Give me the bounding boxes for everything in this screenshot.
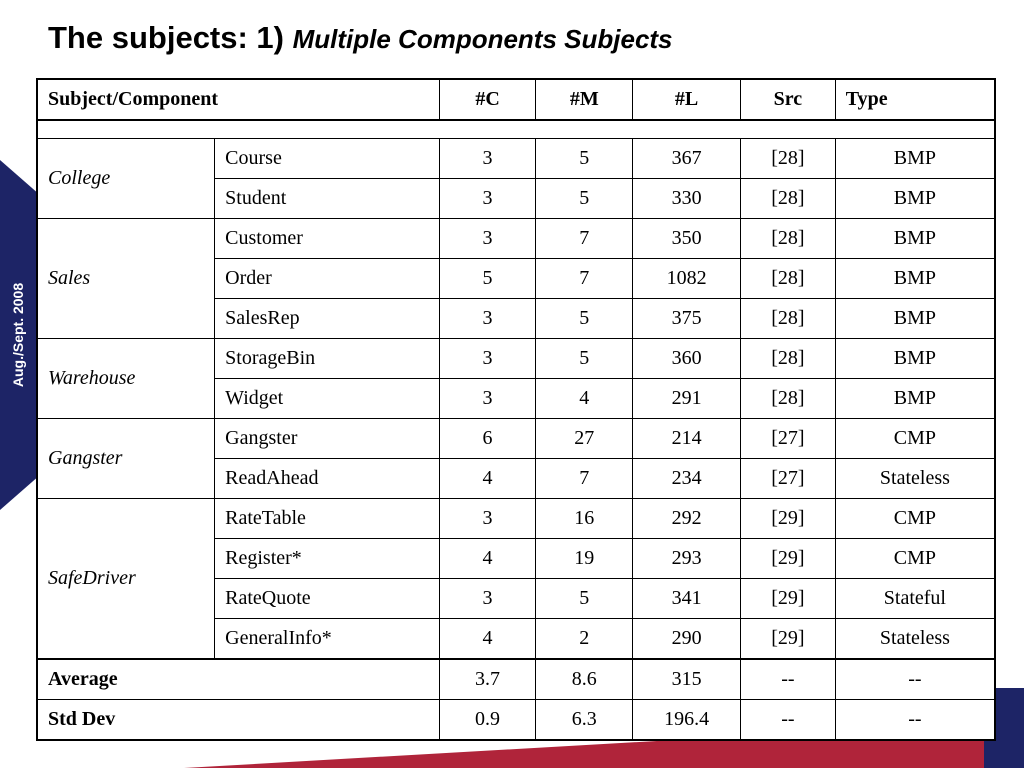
component-cell: Register*	[215, 539, 440, 579]
l-cell: 292	[633, 499, 741, 539]
component-cell: GeneralInfo*	[215, 619, 440, 660]
src-cell: [28]	[740, 139, 835, 179]
src-cell: [28]	[740, 219, 835, 259]
c-cell: 3.7	[439, 659, 536, 700]
component-cell: Order	[215, 259, 440, 299]
table-row	[37, 339, 995, 379]
src-cell: [27]	[740, 459, 835, 499]
c-cell: 4	[439, 539, 536, 579]
title-subtitle: Multiple Components Subjects	[292, 24, 673, 54]
m-cell: 27	[536, 419, 633, 459]
c-cell: 3	[439, 579, 536, 619]
c-cell: 3	[439, 339, 536, 379]
c-cell: 3	[439, 499, 536, 539]
m-cell: 5	[536, 299, 633, 339]
type-cell: --	[835, 659, 995, 700]
type-cell: CMP	[835, 419, 995, 459]
component-cell: ReadAhead	[215, 459, 440, 499]
m-cell: 7	[536, 259, 633, 299]
type-cell: Stateful	[835, 579, 995, 619]
src-cell: [29]	[740, 619, 835, 660]
src-cell: [28]	[740, 339, 835, 379]
table-header-row	[37, 79, 995, 120]
l-cell: 341	[633, 579, 741, 619]
m-cell: 5	[536, 339, 633, 379]
type-cell: BMP	[835, 259, 995, 299]
component-cell: SalesRep	[215, 299, 440, 339]
summary-label-cell: Average	[37, 659, 439, 700]
summary-label-cell: Std Dev	[37, 700, 439, 741]
m-cell: 4	[536, 379, 633, 419]
type-cell: Stateless	[835, 619, 995, 660]
header-src: Src	[740, 79, 835, 120]
type-cell: BMP	[835, 179, 995, 219]
src-cell: --	[740, 700, 835, 741]
summary-row	[37, 659, 995, 700]
c-cell: 4	[439, 459, 536, 499]
l-cell: 291	[633, 379, 741, 419]
type-cell: BMP	[835, 299, 995, 339]
group-name-cell: SafeDriver	[37, 499, 215, 660]
l-cell: 1082	[633, 259, 741, 299]
table-row	[37, 219, 995, 259]
src-cell: [29]	[740, 539, 835, 579]
table-row	[37, 419, 995, 459]
l-cell: 330	[633, 179, 741, 219]
src-cell: [27]	[740, 419, 835, 459]
type-cell: CMP	[835, 539, 995, 579]
title-main: The subjects: 1)	[48, 20, 293, 55]
l-cell: 315	[633, 659, 741, 700]
component-cell: Customer	[215, 219, 440, 259]
m-cell: 5	[536, 179, 633, 219]
l-cell: 196.4	[633, 700, 741, 741]
l-cell: 350	[633, 219, 741, 259]
type-cell: Stateless	[835, 459, 995, 499]
c-cell: 0.9	[439, 700, 536, 741]
c-cell: 4	[439, 619, 536, 660]
header-m: #M	[536, 79, 633, 120]
c-cell: 5	[439, 259, 536, 299]
c-cell: 3	[439, 219, 536, 259]
c-cell: 3	[439, 299, 536, 339]
component-cell: Course	[215, 139, 440, 179]
src-cell: [29]	[740, 499, 835, 539]
c-cell: 3	[439, 139, 536, 179]
c-cell: 3	[439, 179, 536, 219]
type-cell: BMP	[835, 139, 995, 179]
component-cell: RateTable	[215, 499, 440, 539]
spacer-row	[37, 120, 995, 139]
src-cell: [29]	[740, 579, 835, 619]
m-cell: 5	[536, 579, 633, 619]
component-cell: Widget	[215, 379, 440, 419]
group-name-cell: Warehouse	[37, 339, 215, 419]
l-cell: 214	[633, 419, 741, 459]
l-cell: 367	[633, 139, 741, 179]
header-c: #C	[439, 79, 536, 120]
src-cell: [28]	[740, 179, 835, 219]
type-cell: BMP	[835, 219, 995, 259]
date-label: Aug./Sept. 2008	[10, 282, 26, 388]
m-cell: 8.6	[536, 659, 633, 700]
m-cell: 7	[536, 459, 633, 499]
l-cell: 290	[633, 619, 741, 660]
type-cell: BMP	[835, 339, 995, 379]
component-cell: RateQuote	[215, 579, 440, 619]
header-subject-component: Subject/Component	[37, 79, 439, 120]
subjects-table	[36, 78, 996, 741]
m-cell: 7	[536, 219, 633, 259]
l-cell: 234	[633, 459, 741, 499]
header-type: Type	[835, 79, 995, 120]
m-cell: 19	[536, 539, 633, 579]
summary-row	[37, 700, 995, 741]
m-cell: 2	[536, 619, 633, 660]
type-cell: CMP	[835, 499, 995, 539]
header-l: #L	[633, 79, 741, 120]
l-cell: 293	[633, 539, 741, 579]
group-name-cell: Sales	[37, 219, 215, 339]
component-cell: Gangster	[215, 419, 440, 459]
component-cell: Student	[215, 179, 440, 219]
src-cell: --	[740, 659, 835, 700]
m-cell: 6.3	[536, 700, 633, 741]
src-cell: [28]	[740, 299, 835, 339]
slide-title	[48, 20, 673, 56]
m-cell: 5	[536, 139, 633, 179]
table-row	[37, 499, 995, 539]
l-cell: 375	[633, 299, 741, 339]
table-row	[37, 139, 995, 179]
c-cell: 3	[439, 379, 536, 419]
c-cell: 6	[439, 419, 536, 459]
spacer-cell	[37, 120, 995, 139]
type-cell: BMP	[835, 379, 995, 419]
group-name-cell: Gangster	[37, 419, 215, 499]
group-name-cell: College	[37, 139, 215, 219]
component-cell: StorageBin	[215, 339, 440, 379]
src-cell: [28]	[740, 259, 835, 299]
src-cell: [28]	[740, 379, 835, 419]
type-cell: --	[835, 700, 995, 741]
l-cell: 360	[633, 339, 741, 379]
m-cell: 16	[536, 499, 633, 539]
